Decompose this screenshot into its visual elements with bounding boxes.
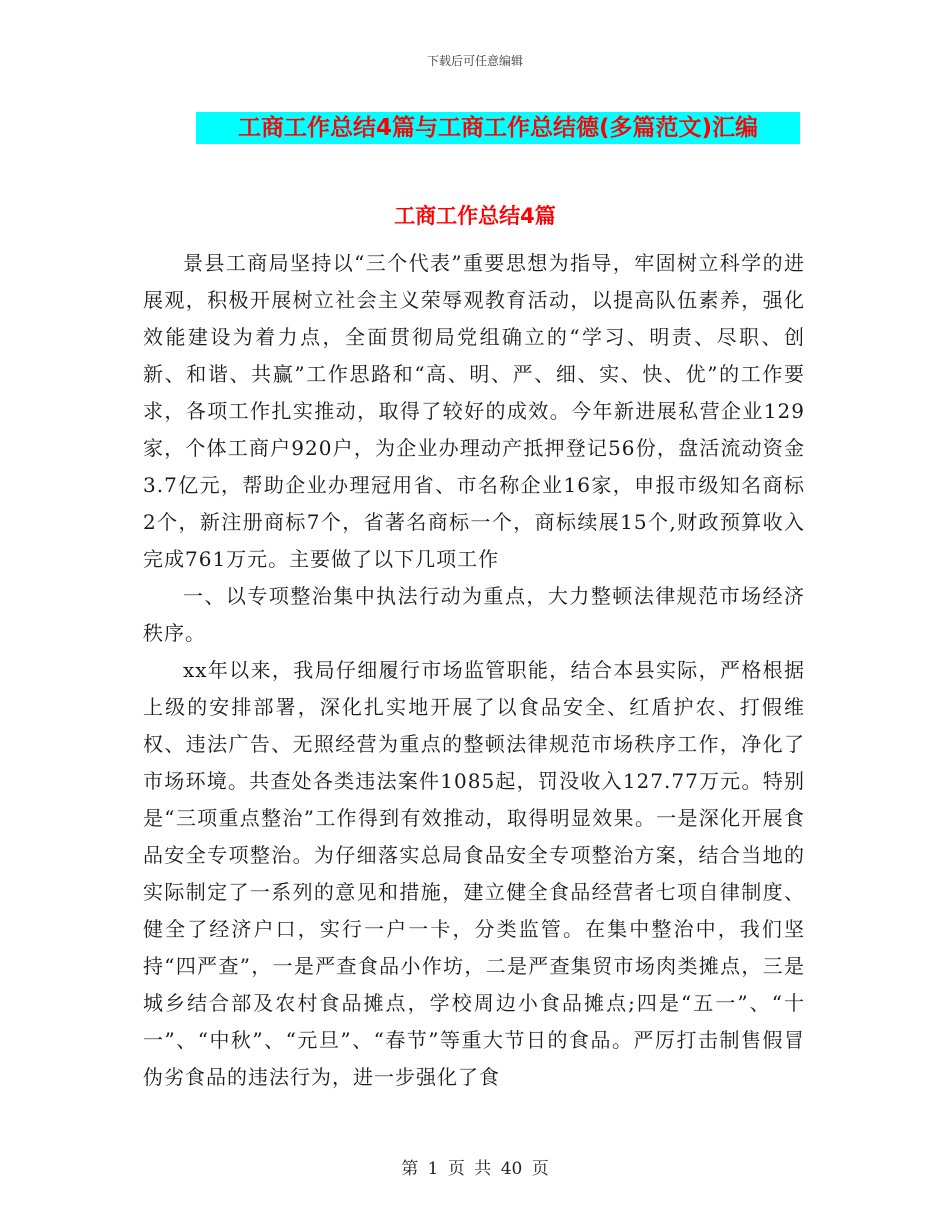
header-note: 下载后可任意编辑: [426, 54, 523, 68]
paragraph: 景县工商局坚持以“三个代表”重要思想为指导，牢固树立科学的进展观，积极开展树立社会主义荣辱观教育活动，以提高队伍素养，强化效能建设为着力点，全面贯彻局党组确立的“学习、明责、尽职、创新、和谐、共赢”工作思路和“高、明、严、细、实、快、优”的工作要求，各项工作扎实推动，取得了较好的成效。今年新进展私营企业129家，个体工商户920户，为企业办理动产抵押登记56份，盘活流动资金3.7亿元，帮助企业办理冠用省、市名称企业16家，申报市级知名商标2个，新注册商标7个，省著名商标一个，商标续展15个,财政预算收入完成761万元。主要做了以下几项工作: [143, 251, 805, 571]
document-title: 工商工作总结4篇与工商工作总结德(多篇范文)汇编: [196, 112, 800, 144]
document-body: [143, 245, 805, 1096]
section-title: 工商工作总结4篇: [394, 204, 556, 228]
paragraph: xx年以来，我局仔细履行市场监管职能，结合本县实际，严格根据上级的安排部署，深化扎实地开展了以食品安全、红盾护农、打假维权、违法广告、无照经营为重点的整顿法律规范市场秩序工作，净化了市场环境。共查处各类违法案件1085起，罚没收入127.77万元。特别是“三项重点整治”工作得到有效推动，取得明显效果。一是深化开展食品安全专项整治。为仔细落实总局食品安全专项整治方案，结合当地的实际制定了一系列的意见和措施，建立健全食品经营者七项自律制度、健全了经济户口，实行一户一卡，分类监管。在集中整治中，我们坚持“四严查”，一是严查食品小作坊，二是严查集贸市场肉类摊点，三是城乡结合部及农村食品摊点，学校周边小食品摊点;四是“五一”、“十一”、“中秋”、“元旦”、“春节”等重大节日的食品。严厉打击制售假冒伪劣食品的违法行为，进一步强化了食: [143, 658, 805, 1089]
page-footer: 第 1 页 共 40 页: [401, 1159, 549, 1179]
paragraph: 一、以专项整治集中执法行动为重点，大力整顿法律规范市场经济秩序。: [143, 584, 805, 645]
